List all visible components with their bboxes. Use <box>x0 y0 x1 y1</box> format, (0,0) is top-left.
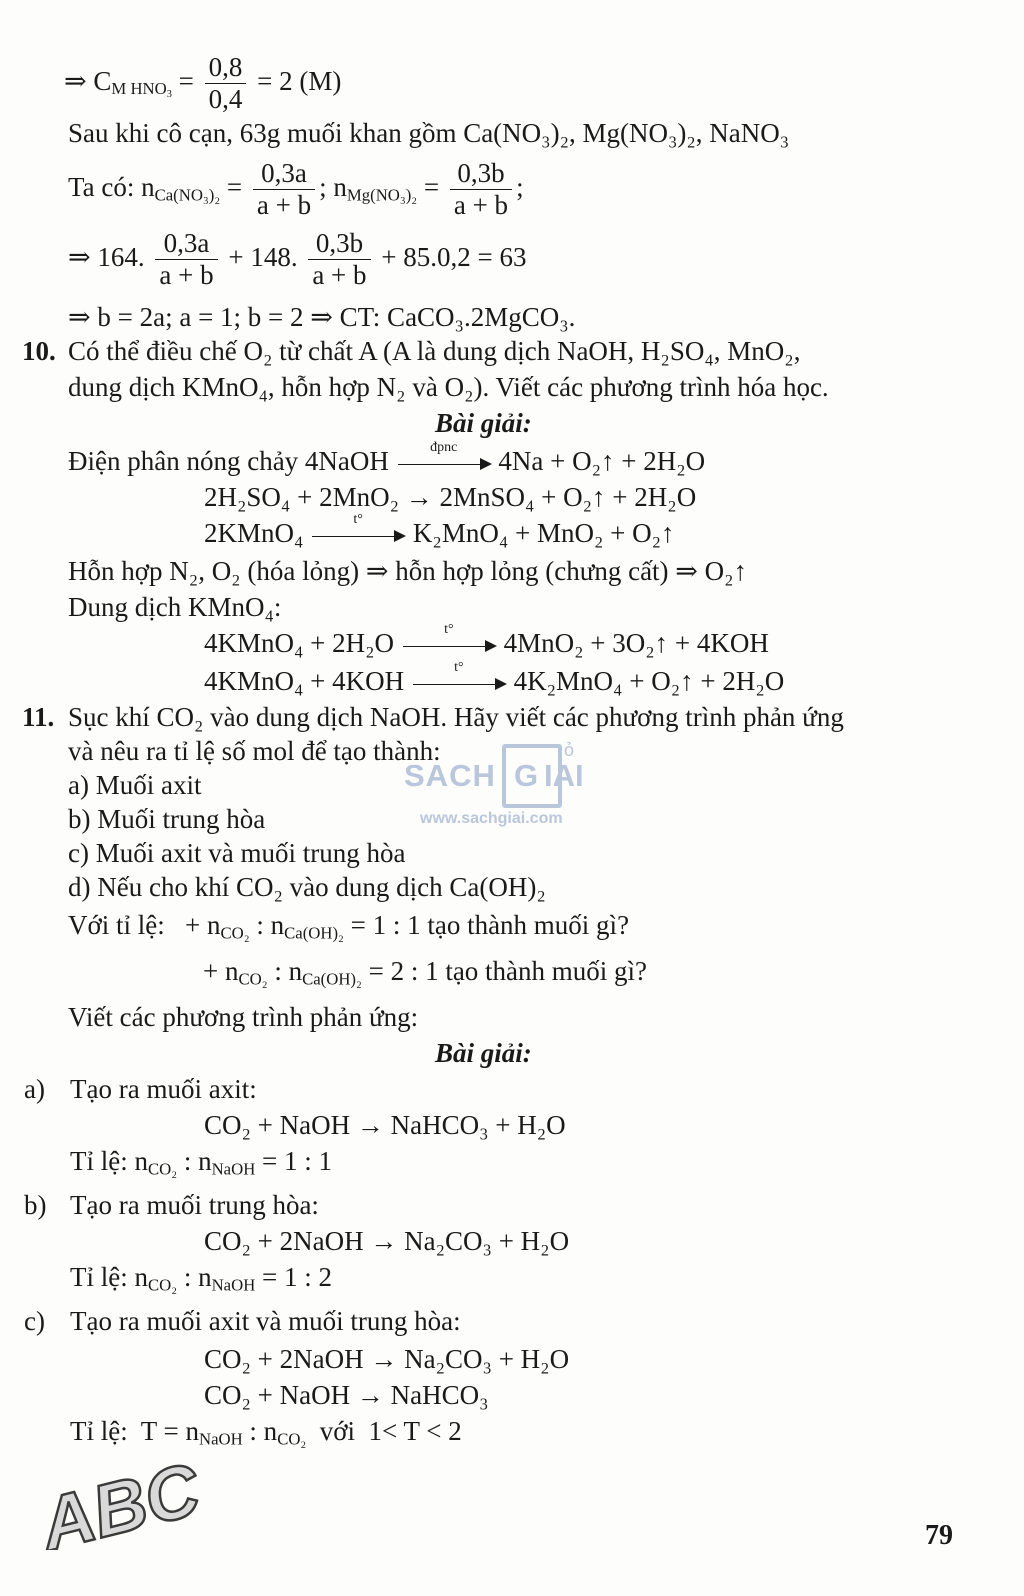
solution-heading: Bài giải: <box>435 1038 532 1068</box>
reaction-line: CO₂ + NaOH → NaHCO₃ <box>204 1380 489 1410</box>
subscript: Ca(OH)₂ <box>284 923 344 943</box>
subscript: CO₂ <box>147 1159 178 1179</box>
arrow-condition: t° <box>444 621 454 637</box>
text-segment: ⇒ 164. <box>68 241 145 272</box>
answer-text: Tạo ra muối axit và muối trung hòa: <box>70 1306 461 1336</box>
subscript: NaOH <box>211 1275 256 1295</box>
answer-label: c) <box>24 1306 45 1336</box>
reaction-arrow <box>411 659 507 693</box>
page-number: 79 <box>925 1520 953 1551</box>
reaction-line: CO₂ + 2NaOH → Na₂CO₃ + H₂O <box>204 1226 570 1256</box>
arrow-condition: t° <box>353 511 363 527</box>
subscript: M <box>111 79 127 99</box>
text-segment: Ta có: n <box>68 171 155 202</box>
text-segment: : n <box>242 1416 278 1446</box>
text-segment: Với tỉ lệ: + n <box>68 910 221 940</box>
reaction-line: CO₂ + NaOH → NaHCO₃ + H₂O <box>204 1110 566 1140</box>
fraction-denominator: a + b <box>453 190 509 221</box>
subscript: NaOH <box>198 1429 243 1449</box>
arrow-condition: đpnc <box>430 439 458 455</box>
text-segment: 4MnO₂ + 3O₂↑ + 4KOH <box>503 628 769 658</box>
text-segment: 4KMnO₄ + 2H₂O <box>204 628 395 658</box>
answer-text: Tạo ra muối trung hòa: <box>70 1190 319 1220</box>
abc-logo <box>30 1420 220 1557</box>
ratio-line <box>203 956 648 989</box>
equals-sign: = <box>226 171 243 202</box>
watermark-url: www.sachgiai.com <box>420 810 563 827</box>
text-segment: Tỉ lệ: n <box>70 1146 148 1176</box>
text-segment: = 1 : 1 tạo thành muối gì? <box>343 910 630 940</box>
text-segment: Tỉ lệ: n <box>70 1262 148 1292</box>
arrow-condition: t° <box>454 659 464 675</box>
subscript: 3 <box>166 89 172 101</box>
fraction-numerator: 0,3a <box>155 228 217 260</box>
fraction-numerator: 0,3a <box>253 158 315 190</box>
text-segment: 4K₂MnO₄ + O₂↑ + 2H₂O <box>513 666 785 696</box>
fraction <box>450 158 512 221</box>
text-segment: : n <box>177 1262 212 1292</box>
list-item: c) Muối axit và muối trung hòa <box>68 838 406 868</box>
fraction-denominator: a + b <box>159 260 214 291</box>
answer-text: Tạo ra muối axit: <box>70 1074 257 1104</box>
subscript: Ca(OH)₂ <box>302 969 362 989</box>
abc-logo-text: ABC <box>31 1447 208 1550</box>
subscript: CO₂ <box>238 969 268 989</box>
subscript: HNO <box>130 79 167 99</box>
reaction-line <box>204 511 675 548</box>
list-item: d) Nếu cho khí CO₂ vào dung dịch Ca(OH)₂ <box>68 872 546 902</box>
subscript: CO₂ <box>147 1275 178 1295</box>
fraction-numerator: 0,3b <box>450 158 512 190</box>
question-text: dung dịch KMnO₄, hỗn hợp N₂ và O₂). Viết các phương trình hóa học. <box>68 372 829 402</box>
reaction-line: 2H₂SO₄ + 2MnO₂ → 2MnSO₄ + O₂↑ + 2H₂O <box>204 482 697 512</box>
subscript: NaOH <box>211 1159 256 1179</box>
subscript: CO₂ <box>277 1429 307 1449</box>
question-text: và nêu ra tỉ lệ số mol để tạo thành: <box>68 736 441 766</box>
question-text: Có thể điều chế O₂ từ chất A (A là dung dịch NaOH, H₂SO₄, MnO₂, <box>68 336 801 366</box>
equation-mass-balance <box>68 228 527 291</box>
list-item: a) Muối axit <box>68 770 202 800</box>
answer-label: a) <box>24 1074 45 1104</box>
reaction-arrow <box>310 511 406 545</box>
fraction <box>253 158 315 221</box>
text-line: Viết các phương trình phản ứng: <box>68 1002 419 1032</box>
text-segment: ; <box>516 171 524 202</box>
question-number: 10. <box>22 336 56 366</box>
fraction <box>155 228 217 291</box>
question-text: Sục khí CO₂ vào dung dịch NaOH. Hãy viết các phương trình phản ứng <box>68 702 844 732</box>
watermark-text: IAI <box>544 758 584 793</box>
abc-logo-graphic <box>30 1420 220 1550</box>
text-segment: 4Na + O₂↑ + 2H₂O <box>498 446 706 476</box>
text-segment: + 85.0,2 = 63 <box>381 241 527 272</box>
text-segment: : n <box>177 1146 212 1176</box>
fraction <box>205 52 247 115</box>
watermark-text: ỏ <box>564 740 575 760</box>
subscript: CO₂ <box>220 923 250 943</box>
fraction-denominator: a + b <box>256 190 312 221</box>
text-segment: = 2 : 1 tạo thành muối gì? <box>361 956 648 986</box>
text-segment: ⇒ C <box>64 65 112 96</box>
text-segment: = 1 : 1 <box>255 1146 333 1176</box>
solution-heading: Bài giải: <box>435 408 532 438</box>
fraction-numerator: 0,3b <box>308 228 370 260</box>
text-segment: = 2 (M) <box>257 65 342 96</box>
text-segment: : n <box>267 956 303 986</box>
fraction-numerator: 0,8 <box>205 52 247 84</box>
text-segment: với 1< T < 2 <box>306 1416 462 1446</box>
ratio-line <box>70 1146 333 1179</box>
text-segment: + 148. <box>228 241 298 272</box>
text-line: Hỗn hợp N₂, O₂ (hóa lỏng) ⇒ hỗn hợp lỏng (chưng cất) ⇒ O₂↑ <box>68 556 748 586</box>
equals-sign: = <box>178 65 194 96</box>
ratio-line <box>68 910 630 943</box>
ratio-line <box>70 1262 333 1295</box>
text-line-result: ⇒ b = 2a; a = 1; b = 2 ⇒ CT: CaCO₃.2MgCO₃. <box>68 302 576 332</box>
text-line-salts: Sau khi cô cạn, 63g muối khan gồm Ca(NO₃)₂, Mg(NO₃)₂, NaNO₃ <box>68 118 790 148</box>
text-segment: Điện phân nóng chảy 4NaOH <box>68 446 389 476</box>
text-segment: + n <box>203 956 239 986</box>
subscript: Mg(NO₃)₂ <box>346 185 418 205</box>
equation-moles <box>68 158 524 221</box>
reaction-line <box>204 659 785 696</box>
text-segment: K₂MnO₄ + MnO₂ + O₂↑ <box>412 518 675 548</box>
reaction-arrow <box>396 439 492 473</box>
text-segment: : n <box>249 910 285 940</box>
question-number: 11. <box>22 702 55 732</box>
text-segment: Tỉ lệ: T = n <box>70 1416 199 1446</box>
text-segment: ; n <box>319 171 347 202</box>
reaction-arrow <box>401 621 497 655</box>
watermark-text: G <box>514 758 539 793</box>
answer-label: b) <box>24 1190 47 1220</box>
equals-sign: = <box>423 171 440 202</box>
watermark-text: SACH <box>404 758 496 793</box>
text-segment: 2KMnO₄ <box>204 518 304 548</box>
fraction-denominator: a + b <box>312 260 367 291</box>
fraction-denominator: 0,4 <box>208 84 243 115</box>
fraction <box>308 228 370 291</box>
text-segment: = 1 : 2 <box>255 1262 333 1292</box>
reaction-line <box>68 439 706 476</box>
text-line: Dung dịch KMnO₄: <box>68 592 282 622</box>
list-item: b) Muối trung hòa <box>68 804 266 834</box>
reaction-line <box>204 621 769 658</box>
equation-concentration-hno3 <box>64 52 341 115</box>
text-segment: 4KMnO₄ + 4KOH <box>204 666 405 696</box>
reaction-line: CO₂ + 2NaOH → Na₂CO₃ + H₂O <box>204 1344 570 1374</box>
subscript: Ca(NO₃)₂ <box>154 185 221 205</box>
watermark-logo <box>404 742 604 832</box>
